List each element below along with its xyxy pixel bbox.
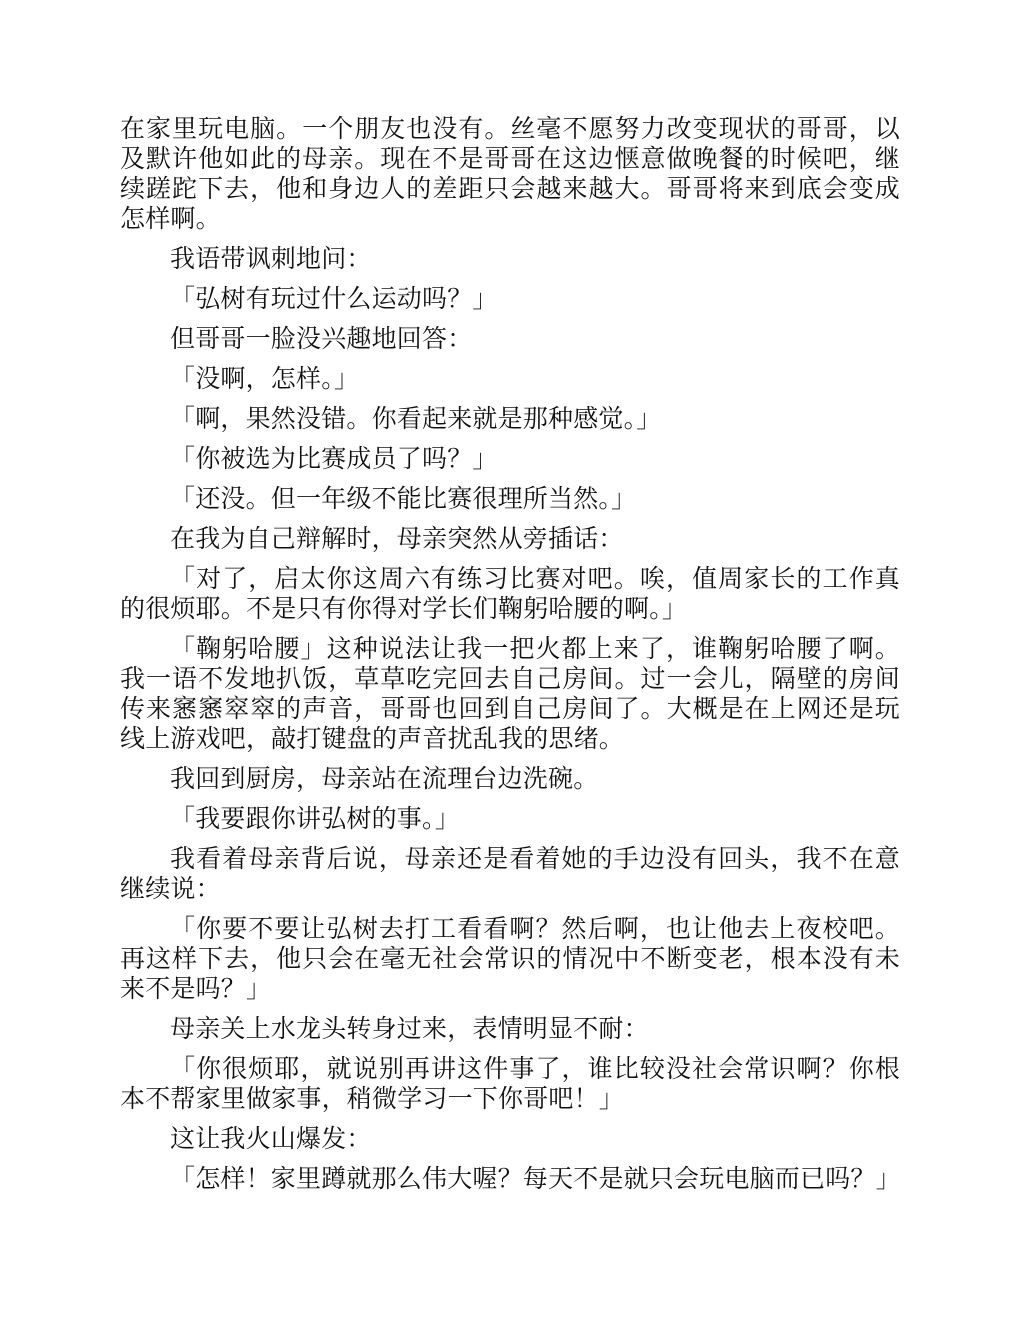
paragraph: 「弘树有玩过什么运动吗？」 xyxy=(170,284,498,313)
paragraph: 「鞠躬哈腰」这种说法让我一把火都上来了，谁鞠躬哈腰了啊。我一语不发地扒饭，草草吃完回去自己房间。过一会儿，隔壁的房间传来窸窸窣窣的声音，哥哥也回到自己房间了。大概是在上网还是玩线上游戏吧，敲打键盘的声音扰乱我的思绪。 xyxy=(120,634,900,753)
paragraph: 「还没。但一年级不能比赛很理所当然。」 xyxy=(170,484,637,513)
paragraph: 「我要跟你讲弘树的事。」 xyxy=(170,804,460,833)
paragraph: 但哥哥一脸没兴趣地回答： xyxy=(170,324,473,353)
paragraph: 我语带讽刺地问： xyxy=(170,244,372,273)
paragraph: 我回到厨房，母亲站在流理台边洗碗。 xyxy=(170,764,599,793)
document-page xyxy=(120,114,900,1204)
paragraph: 「没啊，怎样。」 xyxy=(170,364,360,393)
paragraph: 我看着母亲背后说，母亲还是看着她的手边没有回头，我不在意继续说： xyxy=(120,844,900,903)
paragraph: 「你被选为比赛成员了吗？」 xyxy=(170,444,498,473)
paragraph: 「你很烦耶，就说别再讲这件事了，谁比较没社会常识啊？你根本不帮家里做家事，稍微学习一下你哥吧！」 xyxy=(120,1054,900,1113)
paragraph: 「怎样！家里蹲就那么伟大喔？每天不是就只会玩电脑而已吗？」 xyxy=(170,1164,901,1193)
paragraph: 「对了，启太你这周六有练习比赛对吧。唉，值周家长的工作真的很烦耶。不是只有你得对学长们鞠躬哈腰的啊。」 xyxy=(120,564,900,623)
paragraph: 在家里玩电脑。一个朋友也没有。丝毫不愿努力改变现状的哥哥，以及默许他如此的母亲。现在不是哥哥在这边惬意做晚餐的时候吧，继续蹉跎下去，他和身边人的差距只会越来越大。哥哥将来到底会变成怎样啊。 xyxy=(120,114,900,233)
paragraph: 这让我火山爆发： xyxy=(170,1124,372,1153)
paragraph: 母亲关上水龙头转身过来，表情明显不耐： xyxy=(170,1014,649,1043)
paragraph: 在我为自己辩解时，母亲突然从旁插话： xyxy=(170,524,624,553)
paragraph: 「啊，果然没错。你看起来就是那种感觉。」 xyxy=(170,404,662,433)
paragraph: 「你要不要让弘树去打工看看啊？然后啊，也让他去上夜校吧。再这样下去，他只会在毫无社会常识的情况中不断变老，根本没有未来不是吗？」 xyxy=(120,914,900,1003)
